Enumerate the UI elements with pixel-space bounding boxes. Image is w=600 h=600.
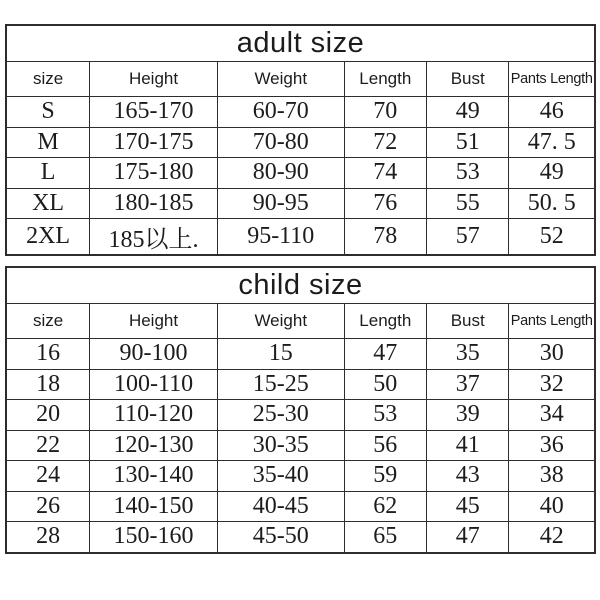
value-cell: 47 xyxy=(344,339,426,370)
value-cell: 39 xyxy=(427,400,509,431)
value-cell: 165-170 xyxy=(90,97,218,128)
value-cell: 47. 5 xyxy=(509,127,595,158)
value-cell: 41 xyxy=(427,430,509,461)
value-cell: 100-110 xyxy=(90,369,218,400)
column-header-pants-length: Pants Length xyxy=(509,62,595,97)
table-row xyxy=(6,461,595,492)
table-row xyxy=(6,188,595,219)
value-cell: 52 xyxy=(509,219,595,256)
value-cell: 78 xyxy=(344,219,426,256)
child-table-body xyxy=(6,339,595,553)
value-cell: 62 xyxy=(344,491,426,522)
value-cell: 36 xyxy=(509,430,595,461)
table-row xyxy=(6,400,595,431)
value-cell: 140-150 xyxy=(90,491,218,522)
value-cell: 90-95 xyxy=(217,188,344,219)
table-row xyxy=(6,430,595,461)
value-cell: 53 xyxy=(427,158,509,189)
child-size-table xyxy=(5,266,596,554)
size-cell: XL xyxy=(6,188,90,219)
size-cell: M xyxy=(6,127,90,158)
value-cell: 55 xyxy=(427,188,509,219)
column-header-weight: Weight xyxy=(217,62,344,97)
table-row xyxy=(6,219,595,256)
value-cell: 49 xyxy=(509,158,595,189)
size-cell: 18 xyxy=(6,369,90,400)
value-cell: 42 xyxy=(509,522,595,553)
column-header-bust: Bust xyxy=(427,62,509,97)
value-cell: 185以上. xyxy=(90,219,218,256)
adult-table-header-row xyxy=(6,62,595,97)
value-cell: 46 xyxy=(509,97,595,128)
value-cell: 15-25 xyxy=(217,369,344,400)
value-cell: 30-35 xyxy=(217,430,344,461)
adult-table-title: adult size xyxy=(6,25,595,62)
adult-table-title-row xyxy=(6,25,595,62)
size-cell: L xyxy=(6,158,90,189)
size-cell: 22 xyxy=(6,430,90,461)
value-cell: 32 xyxy=(509,369,595,400)
value-cell: 35-40 xyxy=(217,461,344,492)
adult-table-body xyxy=(6,97,595,256)
value-cell: 50. 5 xyxy=(509,188,595,219)
value-cell: 59 xyxy=(344,461,426,492)
column-header-bust: Bust xyxy=(427,304,509,339)
column-header-length: Length xyxy=(344,304,426,339)
value-cell: 34 xyxy=(509,400,595,431)
column-header-pants-length: Pants Length xyxy=(509,304,595,339)
size-cell: 2XL xyxy=(6,219,90,256)
size-cell: 26 xyxy=(6,491,90,522)
column-header-size: size xyxy=(6,62,90,97)
value-cell: 72 xyxy=(344,127,426,158)
value-cell: 30 xyxy=(509,339,595,370)
value-cell: 50 xyxy=(344,369,426,400)
column-header-height: Height xyxy=(90,304,218,339)
column-header-size: size xyxy=(6,304,90,339)
value-cell: 120-130 xyxy=(90,430,218,461)
table-row xyxy=(6,369,595,400)
table-row xyxy=(6,339,595,370)
table-row xyxy=(6,127,595,158)
value-cell: 170-175 xyxy=(90,127,218,158)
value-cell: 25-30 xyxy=(217,400,344,431)
value-cell: 47 xyxy=(427,522,509,553)
value-cell: 45-50 xyxy=(217,522,344,553)
column-header-height: Height xyxy=(90,62,218,97)
value-cell: 80-90 xyxy=(217,158,344,189)
value-cell: 43 xyxy=(427,461,509,492)
value-cell: 15 xyxy=(217,339,344,370)
value-cell: 51 xyxy=(427,127,509,158)
value-cell: 53 xyxy=(344,400,426,431)
value-cell: 65 xyxy=(344,522,426,553)
value-cell: 40 xyxy=(509,491,595,522)
value-cell: 70-80 xyxy=(217,127,344,158)
value-cell: 35 xyxy=(427,339,509,370)
value-cell: 37 xyxy=(427,369,509,400)
value-cell: 70 xyxy=(344,97,426,128)
child-table-title-row xyxy=(6,267,595,304)
value-cell: 110-120 xyxy=(90,400,218,431)
value-cell: 57 xyxy=(427,219,509,256)
value-cell: 38 xyxy=(509,461,595,492)
value-cell: 175-180 xyxy=(90,158,218,189)
table-row xyxy=(6,158,595,189)
size-cell: 16 xyxy=(6,339,90,370)
size-cell: 28 xyxy=(6,522,90,553)
value-cell: 56 xyxy=(344,430,426,461)
value-cell: 95-110 xyxy=(217,219,344,256)
child-table-header-row xyxy=(6,304,595,339)
size-cell: 24 xyxy=(6,461,90,492)
size-cell: 20 xyxy=(6,400,90,431)
value-cell: 150-160 xyxy=(90,522,218,553)
table-row xyxy=(6,522,595,553)
adult-size-table xyxy=(5,24,596,256)
value-cell: 60-70 xyxy=(217,97,344,128)
value-cell: 180-185 xyxy=(90,188,218,219)
table-row xyxy=(6,491,595,522)
value-cell: 90-100 xyxy=(90,339,218,370)
table-row xyxy=(6,97,595,128)
size-cell: S xyxy=(6,97,90,128)
value-cell: 40-45 xyxy=(217,491,344,522)
value-cell: 76 xyxy=(344,188,426,219)
value-cell: 130-140 xyxy=(90,461,218,492)
value-cell: 49 xyxy=(427,97,509,128)
child-table-title: child size xyxy=(6,267,595,304)
column-header-length: Length xyxy=(344,62,426,97)
value-cell: 45 xyxy=(427,491,509,522)
value-cell: 74 xyxy=(344,158,426,189)
column-header-weight: Weight xyxy=(217,304,344,339)
